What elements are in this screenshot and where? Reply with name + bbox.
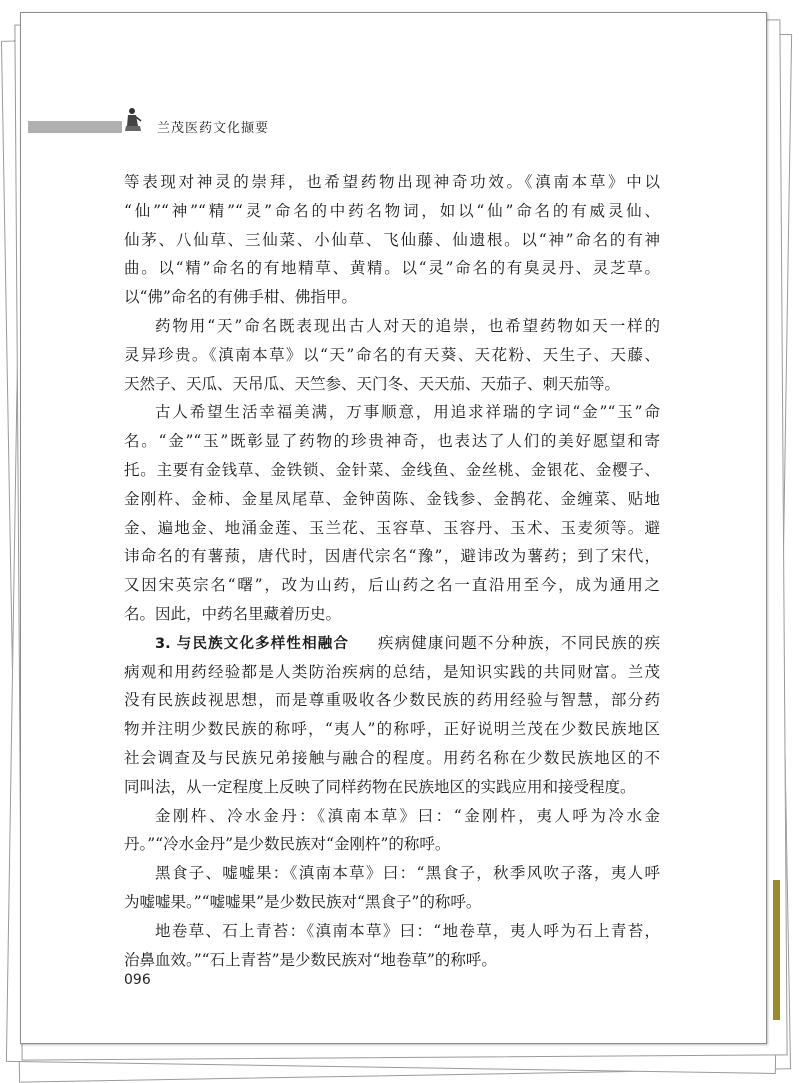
text-line: 物并注明少数民族的称呼，“夷人”的称呼，正好说明兰茂在少数民族地区 (124, 720, 660, 739)
text-line: 药物用“天”命名既表现出古人对天的追崇，也希望药物如天一样的 (155, 316, 660, 335)
text-line: 丹。”“冷水金丹”是少数民族对“金刚杵”的称呼。 (124, 835, 451, 854)
text-line: 又因宋英宗名“曙”，改为山药，后山药之名一直沿用至今，成为通用之 (124, 576, 660, 595)
section-intro-text: 疾病健康问题不分种族，不同民族的疾 (377, 633, 660, 652)
text-line (124, 629, 660, 658)
text-line: 金刚杵、冷水金丹：《滇南本草》曰：“金刚杵，夷人呼为冷水金 (155, 806, 660, 825)
text-line: 没有民族歧视思想，而是尊重吸收各少数民族的药用经验与智慧，部分药 (124, 691, 660, 710)
text-line: 同叫法，从一定程度上反映了同样药物在民族地区的实践应用和接受程度。 (124, 777, 636, 796)
body-text (124, 168, 660, 974)
text-line: 讳命名的有薯蓣，唐代时，因唐代宗名“豫”，避讳改为薯药；到了宋代， (124, 547, 660, 566)
text-line: 名。因此，中药名里藏着历史。 (124, 604, 342, 623)
text-line: 名。“金”“玉”既彰显了药物的珍贵神奇，也表达了人们的美好愿望和寄 (124, 432, 660, 451)
background-book-edge (773, 880, 780, 1020)
section-heading: 3. 与民族文化多样性相融合 (155, 635, 350, 652)
text-line: 治鼻血效。”“石上青苔”是少数民族对“地卷草”的称呼。 (124, 950, 497, 969)
text-line: 古人希望生活幸福美满，万事顺意，用追求祥瑞的字词“金”“玉”命 (155, 403, 660, 422)
text-line: 金、遍地金、地涌金莲、玉兰花、玉容草、玉容丹、玉术、玉麦须等。避 (124, 518, 660, 537)
herbalist-logo-icon (123, 106, 143, 132)
text-line: 灵异珍贵。《滇南本草》以“天”命名的有天葵、天花粉、天生子、天藤、 (124, 345, 660, 364)
text-line: 以“佛”命名的有佛手柑、佛指甲。 (124, 288, 357, 307)
text-line: 天然子、天瓜、天吊瓜、天竺参、天门冬、天天茄、天茄子、刺天茄等。 (124, 374, 621, 393)
header-bar (28, 121, 122, 133)
text-line: 病观和用药经验都是人类防治疾病的总结，是知识实践的共同财富。兰茂 (124, 662, 660, 681)
text-line: 曲。以“精”命名的有地精草、黄精。以“灵”命名的有臭灵丹、灵芝草。 (124, 259, 660, 278)
text-line: 为嘘嘘果。”“嘘嘘果”是少数民族对“黑食子”的称呼。 (124, 892, 482, 911)
text-line: 地卷草、石上青苔：《滇南本草》曰：“地卷草，夷人呼为石上青苔， (155, 921, 660, 940)
text-line: 社会调查及与民族兄弟接触与融合的程度。用药名称在少数民族地区的不 (124, 748, 660, 767)
running-header-title: 兰茂医药文化撷要 (157, 121, 270, 136)
text-line: 金刚杵、金柿、金星凤尾草、金钟茵陈、金钱参、金鹊花、金缠菜、贴地 (124, 489, 660, 508)
section-heading-gap (355, 634, 372, 652)
text-line: 等表现对神灵的崇拜，也希望药物出现神奇功效。《滇南本草》中以 (124, 173, 660, 191)
text-line: “仙”“神”“精”“灵”命名的中药名物词，如以“仙”命名的有威灵仙、 (124, 201, 660, 220)
page-number: 096 (124, 972, 151, 988)
text-line: 黑食子、嘘嘘果：《滇南本草》曰：“黑食子，秋季风吹子落，夷人呼 (155, 864, 660, 883)
text-line: 托。主要有金钱草、金铁锁、金针菜、金线鱼、金丝桃、金银花、金樱子、 (124, 460, 660, 479)
text-line: 仙茅、八仙草、三仙菜、小仙草、飞仙藤、仙遗根。以“神”命名的有神 (124, 230, 660, 249)
